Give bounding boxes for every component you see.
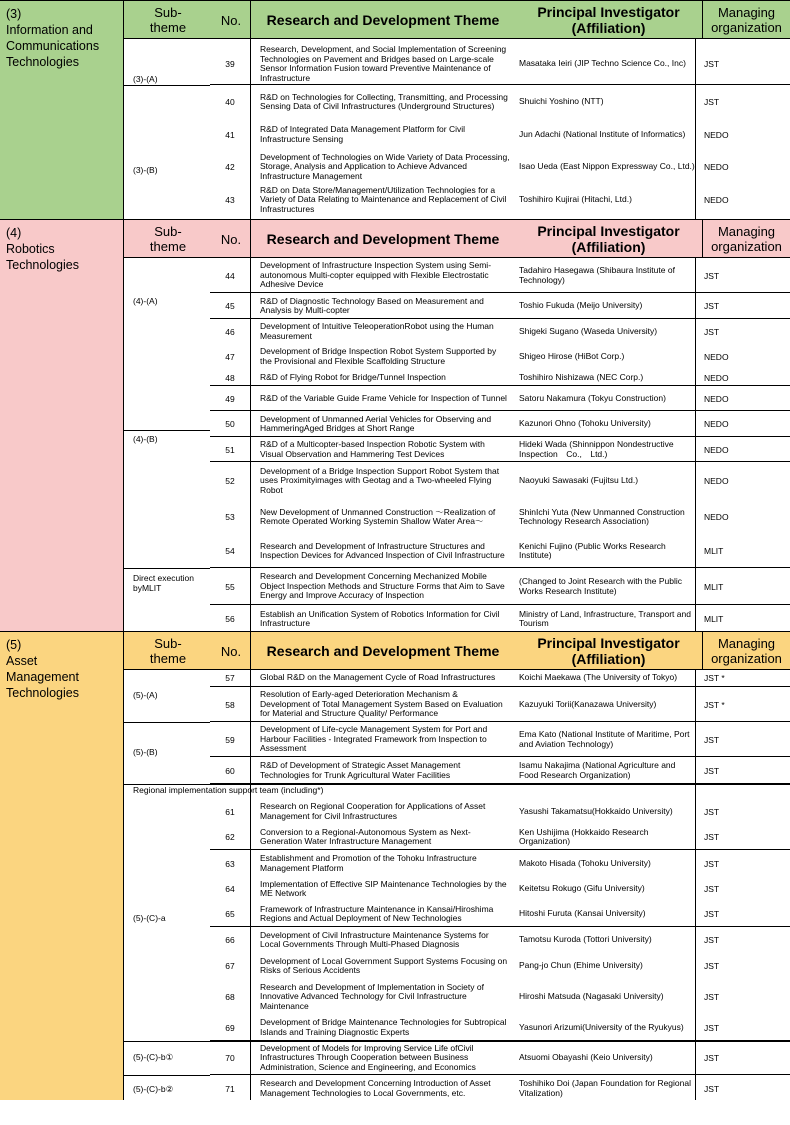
row-number: 66 bbox=[225, 935, 235, 945]
table-row bbox=[210, 825, 790, 850]
table-row bbox=[210, 688, 790, 722]
row-investigator: (Changed to Joint Research with the Public Works Research Institute) bbox=[519, 576, 683, 596]
subtheme-label: (5)-(B) bbox=[133, 747, 158, 757]
row-organization: JST bbox=[704, 734, 720, 745]
row-investigator: ShinIchi Yuta (New Unmanned Construction Technology Research Association) bbox=[519, 506, 685, 526]
row-organization: JST bbox=[704, 909, 720, 919]
table-row bbox=[210, 1076, 790, 1100]
row-organization: JST bbox=[704, 59, 720, 69]
table-row bbox=[210, 877, 790, 901]
row-organization: JST bbox=[704, 1022, 720, 1033]
row-theme: R&D of Diagnostic Technology Based on Measurement and Analysis by Multi-copter bbox=[260, 295, 484, 315]
row-organization: NEDO bbox=[704, 162, 729, 172]
row-theme: R&D of Integrated Data Management Platform for Civil Infrastructure Sensing bbox=[260, 124, 466, 144]
row-theme: Development of Local Government Support Systems Focusing on Risks of Serious Accidents bbox=[260, 955, 508, 975]
table-row bbox=[210, 980, 790, 1014]
table-row bbox=[210, 535, 790, 568]
row-number: 40 bbox=[225, 97, 235, 107]
row-organization: JST bbox=[704, 858, 720, 869]
row-theme: R&D of Flying Robot for Bridge/Tunnel Inspection bbox=[260, 371, 446, 382]
table-header bbox=[124, 632, 790, 670]
row-number: 69 bbox=[225, 1022, 235, 1033]
row-investigator: Kazuyuki Torii(Kanazawa University) bbox=[519, 698, 657, 709]
row-theme: R&D on Technologies for Collecting, Transmitting, and Processing Sensing Data of Civil Infrastructures (Underground Structures) bbox=[260, 91, 508, 111]
header-investigator: Principal Investigator (Affiliation) bbox=[537, 635, 680, 667]
row-theme: Research on Regional Cooperation for Applications of Asset Management for Civil Infrastructures bbox=[260, 801, 486, 821]
subtheme-label: (3)-(B) bbox=[133, 165, 158, 175]
row-organization: JST bbox=[704, 97, 720, 107]
row-theme: R&D of Development of Strategic Asset Management Technologies for Trunk Agricultural Water Facilities bbox=[260, 760, 461, 780]
group-divider bbox=[124, 784, 790, 785]
row-number: 65 bbox=[225, 909, 235, 919]
row-investigator: Naoyuki Sawasaki (Fujitsu Ltd.) bbox=[519, 475, 639, 486]
subtheme-label: Regional implementation support team (including*) bbox=[133, 785, 324, 795]
group-divider bbox=[124, 722, 210, 723]
row-organization: NEDO bbox=[704, 351, 729, 362]
table-row bbox=[210, 259, 790, 293]
row-investigator: Hiroshi Matsuda (Nagasaki University) bbox=[519, 991, 664, 1002]
subtheme-label: (5)-(C)-b② bbox=[133, 1084, 174, 1094]
table-row bbox=[210, 928, 790, 952]
row-theme: Development of Civil Infrastructure Maintenance Systems for Local Governments Through Multi-Phased Diagnosis bbox=[260, 929, 489, 949]
row-number: 57 bbox=[225, 673, 235, 683]
table-header bbox=[124, 220, 790, 258]
row-investigator: Isamu Nakajima (National Agriculture and Food Research Organization) bbox=[519, 760, 676, 780]
row-investigator: Ministry of Land, Infrastructure, Transport and Tourism bbox=[519, 608, 691, 628]
table-row bbox=[210, 851, 790, 876]
row-theme: R&D of a Multicopter-based Inspection Robotic System with Visual Observation and Hammering Test Devices bbox=[260, 439, 485, 459]
row-investigator: Shuichi Yoshino (NTT) bbox=[519, 96, 604, 107]
subtheme-label: (4)-(B) bbox=[133, 434, 158, 444]
header-organization: Managing organization bbox=[702, 1, 790, 39]
row-organization: MLIT bbox=[704, 581, 724, 592]
row-investigator: Masataka Ieiri (JIP Techno Science Co., Inc) bbox=[519, 58, 686, 69]
row-number: 56 bbox=[225, 614, 235, 624]
row-investigator: Ema Kato (National Institute of Maritime, Port and Aviation Technology) bbox=[519, 729, 690, 749]
header-organization: Managing organization bbox=[702, 632, 790, 670]
row-theme: Framework of Infrastructure Maintenance in Kansai/Hiroshima Regions and Actual Deployment of New Technologies bbox=[260, 903, 494, 923]
header-investigator: Principal Investigator (Affiliation) bbox=[537, 223, 680, 255]
row-number: 63 bbox=[225, 858, 235, 869]
row-organization: MLIT bbox=[704, 546, 724, 556]
table-row bbox=[210, 500, 790, 534]
row-organization: JST bbox=[704, 326, 720, 337]
header-no: No. bbox=[220, 231, 242, 247]
row-organization: NEDO bbox=[704, 393, 729, 404]
subtheme-label: (5)-(C)-b① bbox=[133, 1052, 174, 1062]
row-investigator: Shigeo Hirose (HiBot Corp.) bbox=[519, 350, 625, 361]
group-divider bbox=[124, 1075, 210, 1076]
row-number: 49 bbox=[225, 393, 235, 404]
row-theme: Implementation of Effective SIP Maintenance Technologies by the ME Network bbox=[260, 878, 507, 898]
table-header bbox=[124, 1, 790, 39]
table-row bbox=[210, 799, 790, 824]
row-number: 58 bbox=[225, 699, 235, 710]
subtheme-label: (5)-(A) bbox=[133, 690, 158, 700]
table-row bbox=[210, 184, 790, 216]
row-organization: JST bbox=[704, 301, 720, 311]
subtheme-label: (3)-(A) bbox=[133, 74, 158, 84]
header-subtheme: Sub- theme bbox=[149, 5, 187, 35]
row-investigator: Pang-jo Chun (Ehime University) bbox=[519, 960, 643, 971]
row-theme: Development of Infrastructure Inspection System using Semi-autonomous Multi-copter equipped with Flexible Electrostatic Adhesive Device bbox=[260, 260, 492, 290]
row-organization: JST bbox=[704, 806, 720, 817]
row-investigator: Kenichi Fujino (Public Works Research Institute) bbox=[519, 540, 666, 560]
row-theme: Development of Bridge Inspection Robot System Supported by the Provisional and Flexible Scaffolding Structure bbox=[260, 346, 497, 366]
header-organization: Managing organization bbox=[702, 220, 790, 258]
row-number: 67 bbox=[225, 961, 235, 971]
row-number: 43 bbox=[225, 195, 235, 205]
group-divider bbox=[124, 85, 210, 86]
header-subtheme: Sub- theme bbox=[149, 224, 187, 254]
category-robotics: (4) Robotics Technologies bbox=[0, 220, 124, 631]
table-row bbox=[210, 86, 790, 118]
subtheme-label: (5)-(C)-a bbox=[133, 913, 166, 923]
row-organization: NEDO bbox=[704, 129, 729, 140]
row-theme: Research and Development Concerning Mechanized Mobile Object Inspection Methods and Structure Forms that Aim to Save Energy and Improve Accuracy of Inspection bbox=[260, 571, 505, 601]
row-number: 46 bbox=[225, 326, 235, 337]
row-organization: JST bbox=[704, 992, 720, 1002]
row-theme: Establish an Unification System of Robotics Information for Civil Infrastructure bbox=[260, 608, 500, 628]
table-row bbox=[210, 463, 790, 499]
row-theme: Development of Intuitive TeleoperationRobot using the Human Measurement bbox=[260, 321, 494, 341]
row-number: 52 bbox=[225, 476, 235, 486]
row-organization: NEDO bbox=[704, 372, 729, 383]
row-number: 71 bbox=[225, 1083, 235, 1094]
row-theme: Research and Development of Implementation in Society of Innovative Advanced Technology for Civil Infrastructure Maintenance bbox=[260, 981, 484, 1011]
row-investigator: Toshio Fukuda (Meijo University) bbox=[519, 300, 643, 311]
row-investigator: Ken Ushijima (Hokkaido Research Organization) bbox=[519, 826, 649, 846]
table-row bbox=[210, 412, 790, 437]
row-number: 42 bbox=[225, 162, 235, 172]
table-row bbox=[210, 758, 790, 784]
row-number: 53 bbox=[225, 512, 235, 522]
subtheme-label: Direct execution byMLIT bbox=[133, 573, 194, 593]
row-number: 55 bbox=[225, 581, 235, 592]
row-organization: NEDO bbox=[704, 444, 729, 455]
row-investigator: Kazunori Ohno (Tohoku University) bbox=[519, 418, 651, 429]
row-organization: MLIT bbox=[704, 614, 724, 624]
row-theme: Development of Models for Improving Service Life ofCivil Infrastructures Through Cooperation between Business Administration, Science and Engineering, and Economics bbox=[260, 1042, 476, 1072]
row-number: 39 bbox=[225, 59, 235, 69]
row-investigator: Shigeki Sugano (Waseda University) bbox=[519, 325, 658, 336]
row-investigator: Keitetsu Rokugo (Gifu University) bbox=[519, 883, 645, 894]
row-number: 59 bbox=[225, 734, 235, 745]
row-number: 41 bbox=[225, 129, 235, 140]
row-number: 70 bbox=[225, 1053, 235, 1063]
row-investigator: Hideki Wada (Shinnippon Nondestructive Inspection Co., Ltd.) bbox=[519, 439, 674, 459]
row-number: 62 bbox=[225, 832, 235, 842]
row-theme: R&D on Data Store/Management/Utilization Technologies for a Variety of Data Relating to Maintenance and Replacement of Civil Infrastructures bbox=[260, 184, 507, 214]
row-theme: Research and Development of Infrastructure Structures and Inspection Devices for Advanced Inspection of Civil Infrastructure bbox=[260, 540, 505, 560]
table-row bbox=[210, 670, 790, 687]
row-organization: JST bbox=[704, 1053, 720, 1063]
table-row bbox=[210, 723, 790, 757]
row-organization: JST * bbox=[704, 699, 725, 710]
row-organization: NEDO bbox=[704, 195, 729, 205]
row-number: 68 bbox=[225, 992, 235, 1002]
category-asset: (5) Asset Management Technologies bbox=[0, 632, 124, 1100]
table-row bbox=[210, 151, 790, 183]
row-investigator: Koichi Maekawa (The University of Tokyo) bbox=[519, 672, 678, 683]
row-number: 60 bbox=[225, 765, 235, 776]
table-row bbox=[210, 1015, 790, 1041]
row-theme: Development of a Bridge Inspection Support Robot System that uses Proximityimages with Geotag and a Two-wheeled Flying Robot bbox=[260, 465, 500, 495]
row-investigator: Hitoshi Furuta (Kansai University) bbox=[519, 908, 646, 919]
row-number: 51 bbox=[225, 444, 235, 455]
row-number: 50 bbox=[225, 419, 235, 429]
row-number: 45 bbox=[225, 301, 235, 311]
row-investigator: Atsuomi Obayashi (Keio University) bbox=[519, 1052, 653, 1063]
header-no: No. bbox=[220, 12, 242, 28]
row-organization: NEDO bbox=[704, 419, 729, 429]
table-row bbox=[210, 44, 790, 85]
row-investigator: Isao Ueda (East Nippon Expressway Co., Ltd.) bbox=[519, 161, 695, 172]
row-theme: Development of Life-cycle Management System for Port and Harbour Facilities - Integrated Framework from Inspection to Assessment bbox=[260, 724, 488, 754]
row-number: 54 bbox=[225, 546, 235, 556]
section-robotics bbox=[0, 219, 790, 631]
row-investigator: Yasunori Arizumi(University of the Ryukyus) bbox=[519, 1021, 684, 1032]
row-investigator: Toshihiro Nishizawa (NEC Corp.) bbox=[519, 371, 644, 382]
table-row bbox=[210, 320, 790, 343]
row-investigator: Yasushi Takamatsu(Hokkaido University) bbox=[519, 805, 673, 816]
table-row bbox=[210, 902, 790, 927]
header-subtheme: Sub- theme bbox=[149, 636, 187, 666]
row-theme: Research, Development, and Social Implementation of Screening Technologies on Pavement and Bridges based on Large-scale Sensor Information Fusion toward Preventive Maintenance of Infrastructure bbox=[260, 44, 507, 83]
row-organization: JST bbox=[704, 935, 720, 945]
row-theme: Establishment and Promotion of the Tohoku Infrastructure Management Platform bbox=[260, 853, 477, 873]
row-theme: Development of Technologies on Wide Variety of Data Processing, Storage, Analysis and Application to Achieve Advanced Infrastructure Management bbox=[260, 151, 510, 181]
section-ict bbox=[0, 0, 790, 219]
table-row bbox=[210, 387, 790, 411]
group-divider bbox=[124, 568, 210, 569]
row-investigator: Makoto Hisada (Tohoku University) bbox=[519, 857, 651, 868]
row-organization: JST * bbox=[704, 673, 725, 683]
section-asset bbox=[0, 631, 790, 1100]
subtheme-label: (4)-(A) bbox=[133, 296, 158, 306]
table-row bbox=[210, 569, 790, 605]
row-investigator: Satoru Nakamura (Tokyu Construction) bbox=[519, 392, 666, 403]
row-number: 64 bbox=[225, 884, 235, 894]
row-number: 44 bbox=[225, 270, 235, 281]
row-theme: Conversion to a Regional-Autonomous System as Next-Generation Water Infrastructure Management bbox=[260, 826, 471, 846]
header-investigator: Principal Investigator (Affiliation) bbox=[537, 4, 680, 36]
row-theme: Development of Unmanned Aerial Vehicles for Observing and HammeringAged Bridges at Short Range bbox=[260, 413, 492, 433]
row-investigator: Jun Adachi (National Institute of Informatics) bbox=[519, 128, 686, 139]
row-number: 61 bbox=[225, 806, 235, 817]
table-row bbox=[210, 606, 790, 632]
row-theme: Development of Bridge Maintenance Technologies for Subtropical Islands and Training Diagnostic Experts bbox=[260, 1017, 507, 1037]
category-ict: (3) Information and Communications Technologies bbox=[0, 1, 124, 219]
table-row bbox=[210, 294, 790, 319]
header-no: No. bbox=[220, 643, 242, 659]
row-number: 47 bbox=[225, 351, 235, 362]
table-row bbox=[210, 438, 790, 462]
table-row bbox=[210, 370, 790, 386]
row-organization: JST bbox=[704, 832, 720, 842]
row-investigator: Tadahiro Hasegawa (Shibaura Institute of Technology) bbox=[519, 265, 675, 285]
row-theme: Research and Development Concerning Introduction of Asset Management Technologies to Local Governments, etc. bbox=[260, 1078, 491, 1098]
row-theme: Global R&D on the Management Cycle of Road Infrastructures bbox=[260, 672, 496, 683]
row-organization: JST bbox=[704, 884, 720, 894]
row-organization: NEDO bbox=[704, 476, 729, 486]
row-organization: NEDO bbox=[704, 512, 729, 522]
table-row bbox=[210, 953, 790, 979]
row-organization: JST bbox=[704, 765, 720, 776]
row-organization: JST bbox=[704, 1083, 720, 1094]
table-row bbox=[210, 344, 790, 369]
header-theme: Research and Development Theme bbox=[250, 632, 515, 670]
row-investigator: Toshihiko Doi (Japan Foundation for Regional Vitalization) bbox=[519, 1078, 691, 1098]
row-theme: New Development of Unmanned Construction ～Realization of Remote Operated Working Systemin Shallow Water Area～ bbox=[260, 506, 496, 526]
row-number: 48 bbox=[225, 372, 235, 383]
row-theme: Resolution of Early-aged Deterioration Mechanism & Development of Total Management System Based on Evaluation for Material and Structure Quality/ Performance bbox=[260, 689, 503, 719]
row-theme: R&D of the Variable Guide Frame Vehicle for Inspection of Tunnel bbox=[260, 392, 507, 403]
group-divider bbox=[124, 430, 210, 431]
row-investigator: Tamotsu Kuroda (Tottori University) bbox=[519, 934, 652, 945]
header-theme: Research and Development Theme bbox=[250, 1, 515, 39]
table-row bbox=[210, 119, 790, 150]
table-row bbox=[210, 1042, 790, 1075]
header-theme: Research and Development Theme bbox=[250, 220, 515, 258]
row-investigator: Toshihiro Kujirai (Hitachi, Ltd.) bbox=[519, 194, 632, 205]
row-organization: JST bbox=[704, 270, 720, 281]
row-organization: JST bbox=[704, 961, 720, 971]
